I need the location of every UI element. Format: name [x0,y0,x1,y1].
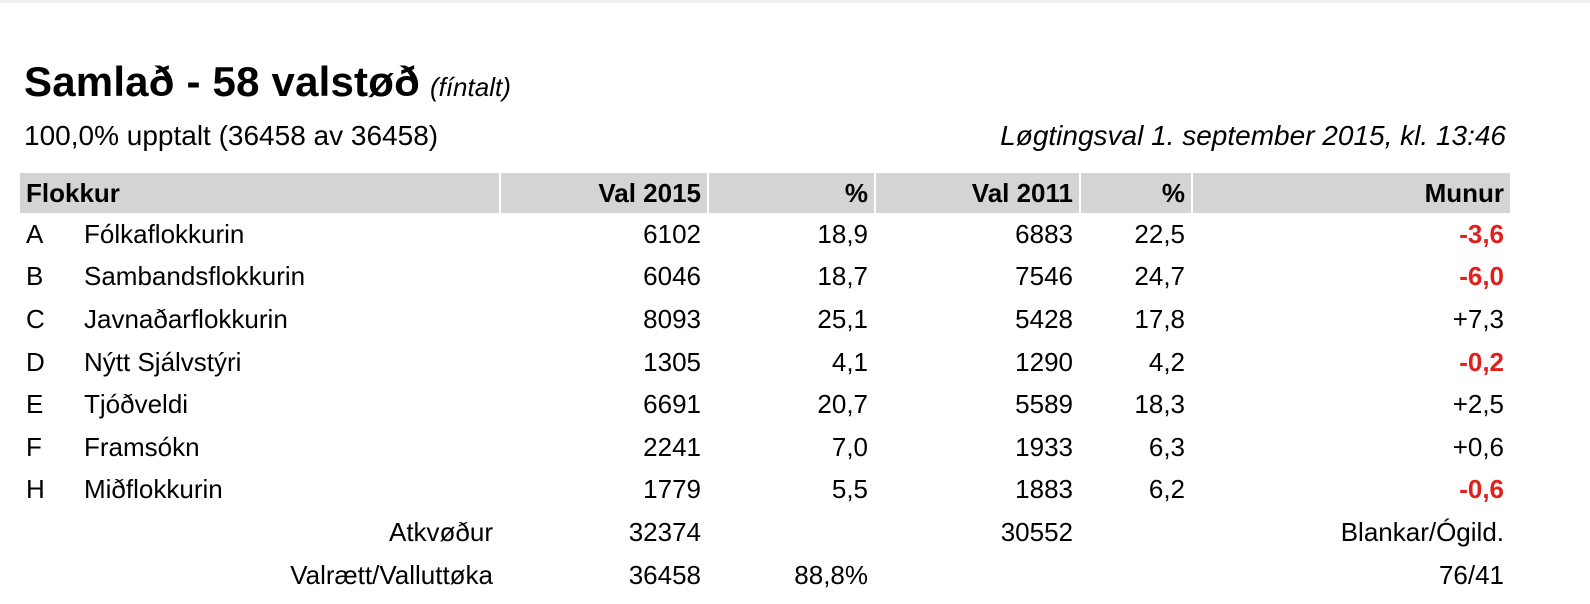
party-letter: A [26,218,44,249]
table-row [20,256,1510,299]
pct-2015-cell: 7,0 [831,431,869,462]
col-header-diff: Munur [1193,173,1510,213]
party-name: Fólkaflokkurin [84,218,245,249]
title-text: Samlað - 58 valstøð [24,58,420,105]
votes-2011: 30552 [1000,516,1074,547]
party-name: Javnaðarflokkurin [84,303,288,334]
party-letter: E [26,389,44,420]
top-divider [0,0,1590,3]
diff-cell: -6,0 [1459,261,1505,292]
votes-2011-cell: 7546 [1015,261,1074,292]
votes-2011-cell: 5428 [1015,303,1074,334]
pct-2011-cell: 24,7 [1134,261,1186,292]
party-letter: B [26,261,44,292]
table-row [20,426,1510,469]
pct-2015-cell: 18,7 [817,261,869,292]
pct-2011-cell: 6,2 [1148,474,1186,505]
table-header-row [20,173,1510,213]
party-name: Tjóðveldi [84,389,189,420]
diff-cell: +7,3 [1452,303,1505,334]
votes-label: Atkvøður [388,516,494,547]
election-info: Løgtingsval 1. september 2015, kl. 13:46 [1000,120,1506,151]
diff-cell: +0,6 [1452,431,1505,462]
votes-2015-cell: 8093 [643,303,702,334]
empty-cell [876,554,1079,597]
results-table [18,173,1512,596]
blank-invalid-label: Blankar/Ógild. [1340,516,1505,547]
diff-cell: -0,2 [1459,346,1505,377]
empty-cell [1081,554,1191,597]
table-row [20,341,1510,384]
votes-2015-cell: 6691 [643,389,702,420]
col-header-pct2015: % [709,173,874,213]
party-letter: D [26,346,45,377]
diff-cell: -0,6 [1459,474,1505,505]
party-name: Miðflokkurin [84,474,223,505]
col-header-val2015: Val 2015 [501,173,707,213]
pct-2011-cell: 6,3 [1148,431,1186,462]
count-status: 100,0% upptalt (36458 av 36458) [24,120,439,151]
pct-2015-cell: 5,5 [831,474,869,505]
party-name: Framsókn [84,431,200,462]
table-row [20,213,1510,256]
pct-2011-cell: 4,2 [1148,346,1186,377]
votes-2011-cell: 1933 [1015,431,1074,462]
votes-2011-cell: 5589 [1015,389,1074,420]
votes-2015-cell: 6102 [643,218,702,249]
turnout-value: 88,8% [794,559,869,590]
pct-2011-cell: 17,8 [1134,303,1186,334]
votes-2015-cell: 2241 [643,431,702,462]
pct-2011-cell: 22,5 [1134,218,1186,249]
table-row [20,383,1510,426]
electorate-value: 36458 [628,559,702,590]
votes-2011-cell: 1883 [1015,474,1074,505]
votes-2015-cell: 6046 [643,261,702,292]
party-letter: C [26,303,45,334]
col-header-val2011: Val 2011 [876,173,1079,213]
votes-2015-cell: 1305 [643,346,702,377]
pct-2015-cell: 25,1 [817,303,869,334]
pct-2015-cell: 18,9 [817,218,869,249]
party-name: Nýtt Sjálvstýri [84,346,242,377]
table-row [20,298,1510,341]
page-title [24,58,511,106]
blank-invalid-value: 76/41 [1438,559,1505,590]
votes-2011-cell: 6883 [1015,218,1074,249]
col-header-pct2011: % [1081,173,1191,213]
empty-cell [709,511,874,554]
table-row [20,469,1510,512]
diff-cell: +2,5 [1452,389,1505,420]
party-letter: F [26,431,42,462]
votes-2011-cell: 1290 [1015,346,1074,377]
votes-2015: 32374 [628,516,702,547]
title-note: (fíntalt) [429,72,511,102]
col-header-party: Flokkur [20,173,499,213]
votes-2015-cell: 1779 [643,474,702,505]
party-letter: H [26,474,45,505]
pct-2015-cell: 4,1 [831,346,869,377]
totals-votes-row [20,511,1510,554]
totals-electorate-row [20,554,1510,597]
party-name: Sambandsflokkurin [84,261,306,292]
diff-cell: -3,6 [1459,218,1505,249]
empty-cell [1081,511,1191,554]
electorate-label: Valrætt/Valluttøka [290,559,494,590]
pct-2015-cell: 20,7 [817,389,869,420]
pct-2011-cell: 18,3 [1134,389,1186,420]
